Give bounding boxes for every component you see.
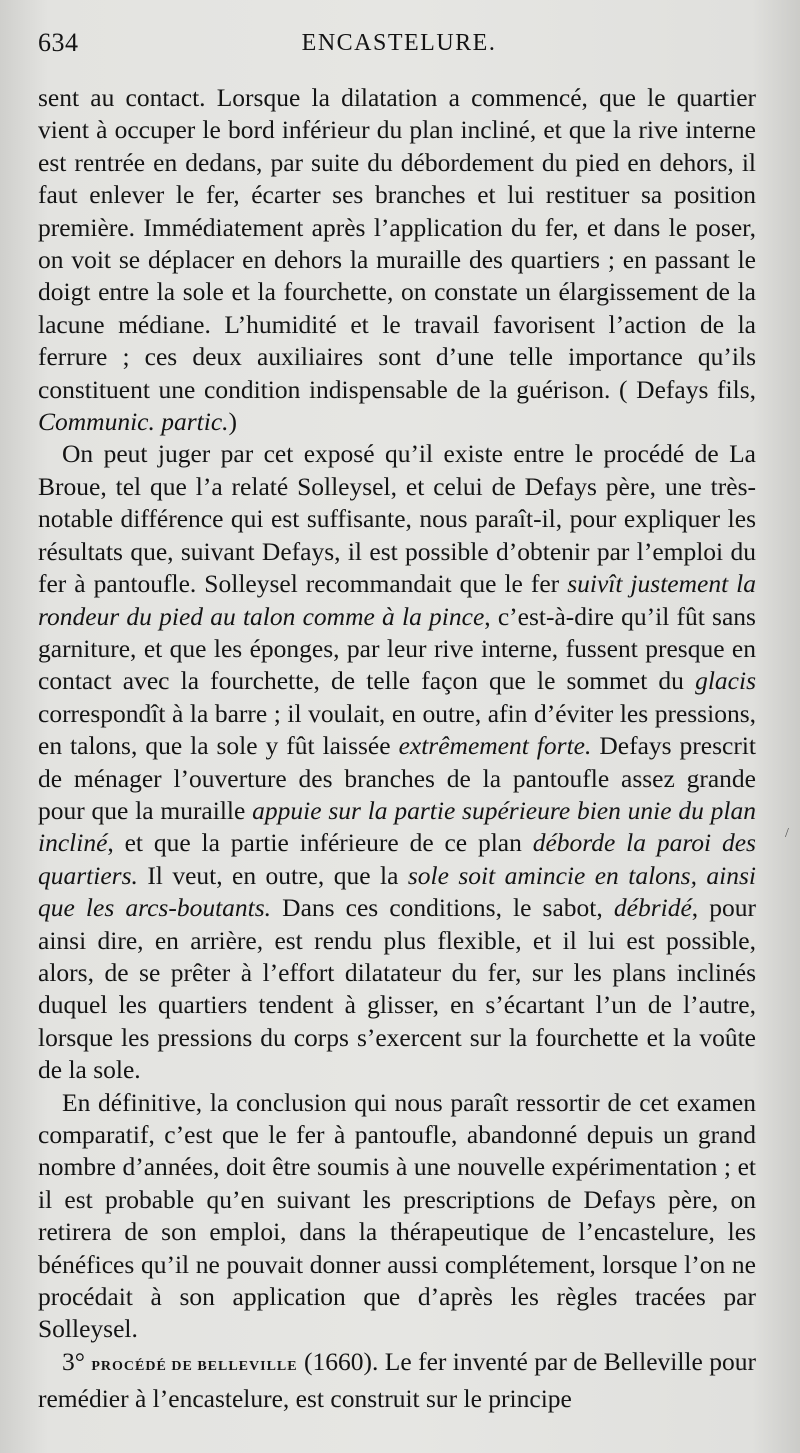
italic-text: suivît justement la rondeur du pied au talon comme à la pince <box>38 569 757 631</box>
text-run: Defays prescrit de ménager l’ouverture des branches de la pantoufle assez grande pour que la muraille <box>38 731 757 825</box>
text-run: 3° <box>62 1346 92 1376</box>
italic-text: débridé <box>613 893 692 923</box>
italic-text: extrêmement forte. <box>398 731 592 761</box>
running-head: ENCASTELURE. <box>301 30 497 56</box>
text-run: On peut juger par cet exposé qu’il existe entre le procédé de La Broue, tel que l’a relaté Solleysel, et celui de Defays père, une très-notable différence qui est suffisante, nous paraît-il, pour expliquer les résultats que, suivant Defays, il est possible d’obtenir par l’emploi du fer à pantoufle. Solleysel recommandait que le fer <box>38 439 756 599</box>
margin-mark: / <box>785 826 789 841</box>
text-run: ) <box>228 407 238 437</box>
text-run: (1660). Le fer inventé par de Belleville pour remédier à l’encastelure, est construit sur le principe <box>38 1346 756 1414</box>
paragraph <box>38 82 756 438</box>
text-run: , et que la partie inférieure de ce plan <box>107 828 533 858</box>
text-run: correspondît à la barre ; il voulait, en outre, afin d’éviter les pressions, en talons, que la sole y fût laissée <box>38 698 756 761</box>
text-run: Il veut, en outre, que la <box>137 860 408 890</box>
text-run: Dans ces conditions, le sabot, <box>271 893 614 923</box>
page-body <box>38 82 756 1416</box>
page-number: 634 <box>38 28 79 57</box>
paragraph <box>38 438 756 1086</box>
text-run: En définitive, la conclusion qui nous paraît ressortir de cet examen comparatif, c’est que le fer à pantoufle, abandonné depuis un grand nombre d’années, doit être soumis à une nouvelle expérimentation ; et il est probable qu’en suivant les prescriptions de Defays père, on retirera de son emploi, dans la thérapeutique de l’encastelure, les bénéfices qu’il ne pouvait donner aussi complétement, lorsque l’on ne procédait à son application que d’après les règles tracées par Solleysel. <box>38 1087 756 1344</box>
italic-text: déborde la paroi des quartiers. <box>38 828 756 890</box>
italic-text: appuie sur la partie supérieure bien unie du plan incliné <box>38 795 756 858</box>
page-header <box>38 28 760 68</box>
italic-text: glacis <box>695 666 756 696</box>
paragraph <box>38 1346 756 1416</box>
text-run: , c’est-à-dire qu’il fût sans garniture, et que les éponges, par leur rive interne, fussent presque en contact avec la fourchette, de telle façon que le sommet du <box>38 601 756 696</box>
italic-text: Communic. partic. <box>38 407 229 437</box>
italic-text: sole soit amincie en talons, ainsi que les arcs-boutants. <box>38 860 756 923</box>
paragraph <box>38 1087 756 1346</box>
text-run: , pour ainsi dire, en arrière, est rendu plus flexible, et il lui est possible, alors, de se prêter à l’effort dilatateur du fer, sur les plans inclinés duquel les quartiers tendent à glisser, en s’écartant l’un de l’autre, lorsque les pressions du corps s’exercent sur la fourchette et la voûte de la sole. <box>38 893 757 1085</box>
section-heading: PROCÉDÉ DE BELLEVILLE <box>91 1358 298 1374</box>
text-run: sent au contact. Lorsque la dilatation a commencé, que le quartier vient à occuper le bord inférieur du plan incliné, et que la rive interne est rentrée en dedans, par suite du débordement du pied en dehors, il faut enlever le fer, écarter ses branches et lui restituer sa position première. Immédiatement après l’application du fer, et dans le poser, on voit se déplacer en dehors la muraille des quartiers ; en passant le doigt entre la sole et la fourchette, on constate un élargissement de la lacune médiane. L’humidité et le travail favorisent l’action de la ferrure ; ces deux auxiliaires sont d’une telle importance qu’ils constituent une condition indispensable de la guérison. ( Defays fils, <box>38 83 756 404</box>
